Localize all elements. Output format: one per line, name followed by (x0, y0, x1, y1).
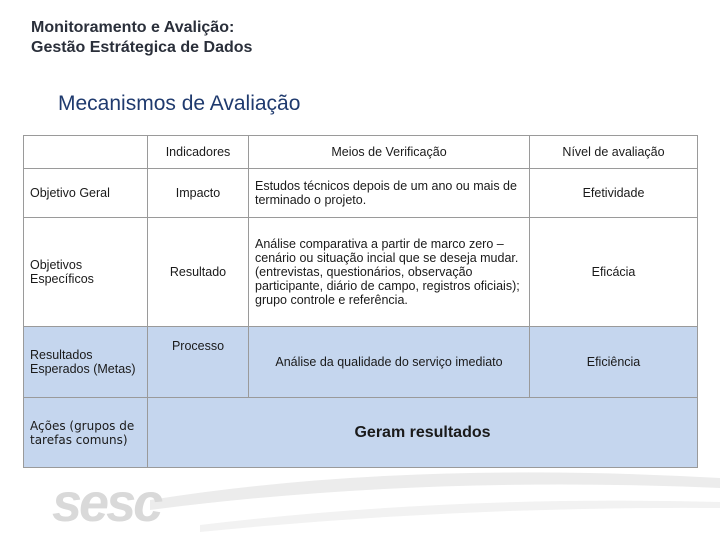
sesc-logo: sesc (52, 473, 161, 533)
row-meios: Análise comparativa a partir de marco zero – cenário ou situação incial que se deseja mudar. (entrevistas, questionários, observação participante, diário de campo, registros oficiais); grupo controle e referência. (249, 218, 530, 327)
row-nivel: Eficiência (530, 327, 698, 398)
row-label: Objetivo Geral (24, 169, 148, 218)
row-indicador: Impacto (148, 169, 249, 218)
table-row (24, 169, 698, 218)
row-label: Ações (grupos de tarefas comuns) (24, 398, 148, 468)
merged-cell-geram-resultados: Geram resultados (148, 398, 698, 468)
row-nivel: Eficácia (530, 218, 698, 327)
table-header-row (24, 136, 698, 169)
row-meios: Estudos técnicos depois de um ano ou mais de terminado o projeto. (249, 169, 530, 218)
header-cell-empty (24, 136, 148, 169)
header-cell-indicadores: Indicadores (148, 136, 249, 169)
row-indicador: Resultado (148, 218, 249, 327)
row-label: Resultados Esperados (Metas) (24, 327, 148, 398)
header-cell-meios: Meios de Verificação (249, 136, 530, 169)
row-indicador: Processo (148, 327, 249, 398)
header-cell-nivel: Nível de avaliação (530, 136, 698, 169)
header-line-1: Monitoramento e Avalição: (31, 19, 235, 36)
table-row (24, 327, 698, 398)
row-meios: Análise da qualidade do serviço imediato (249, 327, 530, 398)
section-title: Mecanismos de Avaliação (58, 92, 301, 115)
row-nivel: Efetividade (530, 169, 698, 218)
evaluation-table (23, 135, 698, 468)
row-label: Objetivos Específicos (24, 218, 148, 327)
slide-header (31, 18, 252, 58)
header-line-2: Gestão Estrátegica de Dados (31, 39, 253, 56)
table-row (24, 218, 698, 327)
